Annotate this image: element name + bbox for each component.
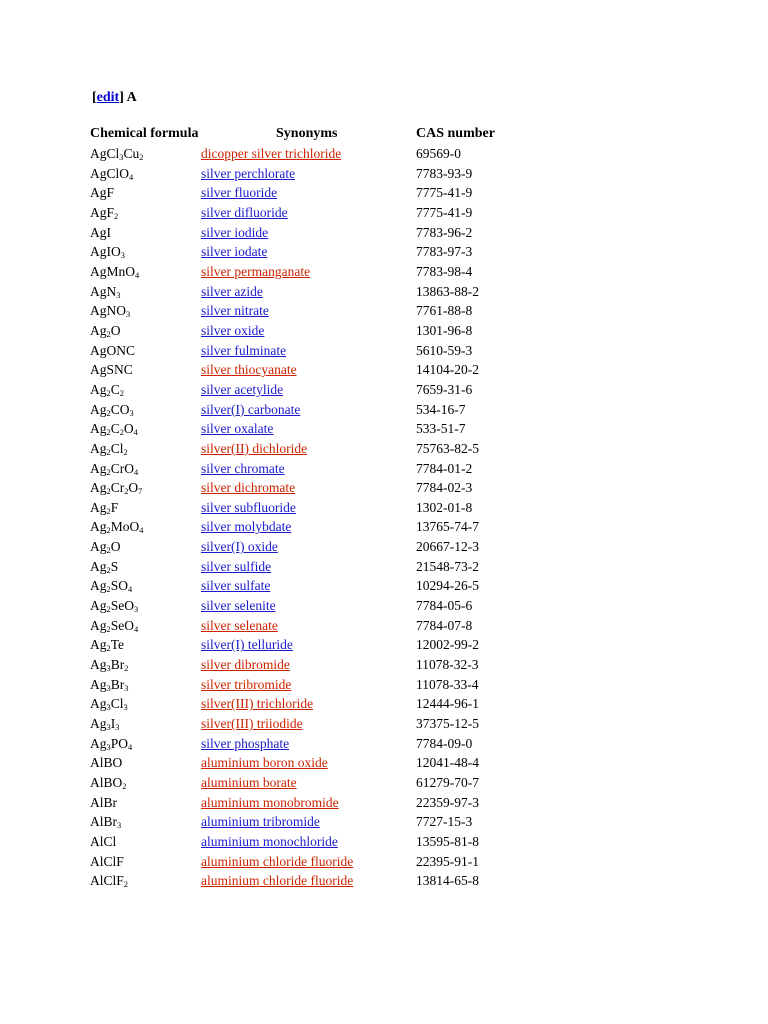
table-row: [0, 852, 768, 872]
cas-number-cell: 1302-01-8: [416, 499, 473, 515]
table-row: [0, 517, 768, 537]
cas-number-cell: 13765-74-7: [416, 519, 479, 535]
synonym-link[interactable]: silver(III) triiodide: [201, 716, 303, 732]
table-row: [0, 144, 768, 164]
synonym-link[interactable]: aluminium boron oxide: [201, 755, 328, 771]
table-row: [0, 341, 768, 361]
cas-number-cell: 37375-12-5: [416, 716, 479, 732]
cas-number-cell: 11078-32-3: [416, 657, 479, 673]
bracket-open: [: [92, 90, 97, 105]
table-row: [0, 439, 768, 459]
table-row: [0, 753, 768, 773]
formula-cell: $Ag_2SeO_3$: [90, 598, 139, 615]
formula-cell: $Ag_2CO_3$: [90, 401, 134, 418]
edit-link[interactable]: edit: [96, 90, 120, 105]
column-header-cas: CAS number: [416, 126, 495, 141]
cas-number-cell: 75763-82-5: [416, 440, 479, 456]
cas-number-cell: 12002-99-2: [416, 637, 479, 653]
synonym-link[interactable]: silver molybdate: [201, 519, 292, 535]
column-header-formula: Chemical formula: [90, 126, 199, 141]
table-row: [0, 242, 768, 262]
section-letter: A: [126, 90, 137, 105]
table-row: [0, 262, 768, 282]
formula-cell: $Ag_2MoO_4$: [90, 519, 144, 536]
cas-number-cell: 10294-26-5: [416, 578, 479, 594]
formula-cell: AgF$_2$: [90, 204, 119, 222]
cas-number-cell: 12444-96-1: [416, 696, 479, 712]
synonym-link[interactable]: aluminium borate: [201, 775, 297, 790]
bracket-close: ]: [119, 90, 124, 105]
cas-number-cell: 61279-70-7: [416, 775, 479, 790]
formula-cell: AlClF$_2$: [90, 873, 128, 890]
formula-cell: AgSNC: [90, 362, 133, 378]
table-row: [0, 223, 768, 243]
cas-number-cell: 7784-02-3: [416, 480, 473, 496]
formula-cell: $AgCl_3Cu_2$: [90, 146, 144, 163]
cas-number-cell: 7783-96-2: [416, 224, 473, 240]
table-row: [0, 773, 768, 793]
column-header-synonyms: Synonyms: [276, 126, 338, 141]
table-row: [0, 694, 768, 714]
table-row: [0, 321, 768, 341]
synonym-link[interactable]: silver thiocyanate: [201, 362, 297, 378]
formula-cell: $Ag_2Cr_2O_7$: [90, 480, 143, 497]
cas-number-cell: 5610-59-3: [416, 342, 473, 358]
table-row: [0, 812, 768, 832]
cas-number-cell: 7784-07-8: [416, 617, 473, 633]
table-row: [0, 360, 768, 380]
cas-number-cell: 11078-33-4: [416, 676, 479, 692]
formula-cell: AlBO: [90, 755, 123, 771]
synonym-link[interactable]: aluminium chloride fluoride: [201, 853, 354, 869]
table-row: [0, 793, 768, 813]
table-row: [0, 635, 768, 655]
formula-cell: $Ag_3I_3$: [90, 716, 120, 733]
cas-number-cell: 14104-20-2: [416, 362, 479, 378]
table-row: [0, 576, 768, 596]
formula-cell: AgN$_3$: [90, 283, 121, 300]
formula-cell: AgIO$_3$: [90, 244, 125, 261]
synonym-link[interactable]: silver oxide: [201, 322, 265, 338]
formula-cell: AgI: [90, 224, 111, 240]
table-row: [0, 478, 768, 498]
cas-number-cell: 69569-0: [416, 146, 461, 161]
table-row: [0, 537, 768, 557]
cas-number-cell: 1301-96-8: [416, 322, 473, 338]
formula-cell: AgF: [90, 185, 115, 201]
table-row: [0, 459, 768, 479]
formula-cell: AgONC: [90, 342, 136, 358]
synonym-link[interactable]: silver chromate: [201, 460, 285, 476]
cas-number-cell: 7784-05-6: [416, 598, 473, 614]
cas-number-cell: 7775-41-9: [416, 204, 473, 220]
formula-cell: $Ag_3PO_4$: [90, 735, 133, 752]
synonym-link[interactable]: silver dichromate: [201, 480, 296, 496]
section-heading: [92, 89, 137, 107]
table-row: [0, 183, 768, 203]
cas-number-cell: 7784-01-2: [416, 460, 473, 476]
formula-cell: $Ag_2SO_4$: [90, 578, 133, 595]
synonym-link[interactable]: silver phosphate: [201, 735, 290, 751]
cas-number-cell: 7775-41-9: [416, 185, 473, 201]
table-row: [0, 557, 768, 577]
formula-cell: $Ag_3Cl_3$: [90, 696, 128, 713]
synonym-link[interactable]: silver permanganate: [201, 263, 311, 279]
synonym-link[interactable]: silver selenate: [201, 617, 278, 633]
formula-cell: $Ag_2CrO_4$: [90, 460, 139, 477]
synonym-link[interactable]: silver(III) trichloride: [201, 696, 314, 712]
formula-cell: $Ag_2C_2O_4$: [90, 421, 138, 438]
table-row: [0, 675, 768, 695]
cas-number-cell: 7659-31-6: [416, 381, 473, 397]
cas-number-cell: 534-16-7: [416, 401, 466, 417]
synonym-link[interactable]: silver(II) dichloride: [201, 440, 308, 456]
formula-cell: $Ag_2SeO_4$: [90, 617, 139, 634]
cas-number-cell: 7784-09-0: [416, 735, 473, 751]
formula-cell: AgNO$_3$: [90, 303, 131, 320]
formula-cell: $Ag_2O$: [90, 322, 121, 339]
cas-number-cell: 7783-97-3: [416, 244, 473, 260]
synonym-link[interactable]: silver selenite: [201, 598, 276, 614]
synonym-link[interactable]: silver difluoride: [201, 204, 288, 220]
table-row: [0, 498, 768, 518]
table-row: [0, 419, 768, 439]
table-row: [0, 714, 768, 734]
synonym-link[interactable]: silver azide: [201, 283, 263, 299]
formula-cell: AlBO$_2$: [90, 775, 127, 792]
formula-cell: AlBr$_3$: [90, 814, 122, 831]
synonym-link[interactable]: silver fulminate: [201, 342, 287, 358]
formula-cell: $Ag_2Cl_2$: [90, 440, 128, 457]
synonym-link[interactable]: silver(I) telluride: [201, 637, 293, 653]
synonym-link[interactable]: aluminium monochloride: [201, 833, 338, 849]
formula-cell: AlCl: [90, 833, 117, 849]
table-row: [0, 832, 768, 852]
formula-cell: $Ag_3Br_3$: [90, 676, 129, 693]
table-row: [0, 203, 768, 223]
synonym-link[interactable]: silver sulfide: [201, 558, 272, 574]
table-row: [0, 596, 768, 616]
synonym-link[interactable]: dicopper silver trichloride: [201, 146, 342, 161]
synonym-link[interactable]: aluminium tribromide: [201, 814, 320, 830]
table-row: [0, 734, 768, 754]
formula-cell: $Ag_2O$: [90, 539, 121, 556]
cas-number-cell: 7783-98-4: [416, 263, 473, 279]
formula-cell: $Ag_2F$: [90, 499, 119, 516]
compound-table: [0, 144, 768, 891]
synonym-link[interactable]: silver sulfate: [201, 578, 271, 594]
synonym-link[interactable]: silver tribromide: [201, 676, 292, 692]
synonym-link[interactable]: silver dibromide: [201, 657, 290, 673]
formula-cell: AgClO$_4$: [90, 165, 134, 182]
synonym-link[interactable]: silver(I) carbonate: [201, 401, 301, 417]
synonym-link[interactable]: silver perchlorate: [201, 165, 296, 181]
table-row: [0, 400, 768, 420]
synonym-link[interactable]: silver iodate: [201, 244, 268, 260]
table-row: [0, 655, 768, 675]
synonym-link[interactable]: silver iodide: [201, 224, 269, 240]
table-row: [0, 164, 768, 184]
synonym-link[interactable]: silver acetylide: [201, 381, 284, 397]
synonym-link[interactable]: aluminium monobromide: [201, 794, 339, 810]
cas-number-cell: 12041-48-4: [416, 755, 479, 771]
synonym-link[interactable]: silver fluoride: [201, 185, 278, 201]
cas-number-cell: 21548-73-2: [416, 558, 479, 574]
formula-cell: AlClF: [90, 853, 124, 869]
table-row: [0, 871, 768, 891]
formula-cell: AlBr: [90, 794, 117, 810]
table-row: [0, 616, 768, 636]
cas-number-cell: 13595-81-8: [416, 833, 479, 849]
synonym-link[interactable]: silver(I) oxide: [201, 539, 278, 555]
cas-number-cell: 20667-12-3: [416, 539, 479, 555]
cas-number-cell: 13863-88-2: [416, 283, 479, 299]
cas-number-cell: 13814-65-8: [416, 873, 479, 889]
formula-cell: $Ag_2C_2$: [90, 381, 124, 398]
formula-cell: $Ag_2Te$: [90, 637, 124, 654]
synonym-link[interactable]: silver nitrate: [201, 303, 269, 319]
formula-cell: $Ag_3Br_2$: [90, 657, 129, 674]
table-row: [0, 282, 768, 302]
cas-number-cell: 22359-97-3: [416, 794, 479, 810]
formula-cell: AgMnO$_4$: [90, 263, 140, 281]
cas-number-cell: 7761-88-8: [416, 303, 473, 319]
cas-number-cell: 533-51-7: [416, 421, 466, 437]
cas-number-cell: 7783-93-9: [416, 165, 473, 181]
synonym-link[interactable]: silver subfluoride: [201, 499, 296, 515]
formula-cell: $Ag_2S$: [90, 558, 119, 575]
synonym-link[interactable]: silver oxalate: [201, 421, 274, 437]
cas-number-cell: 7727-15-3: [416, 814, 473, 830]
table-row: [0, 301, 768, 321]
synonym-link[interactable]: aluminium chloride fluoride: [201, 873, 354, 889]
table-row: [0, 380, 768, 400]
cas-number-cell: 22395-91-1: [416, 853, 479, 869]
